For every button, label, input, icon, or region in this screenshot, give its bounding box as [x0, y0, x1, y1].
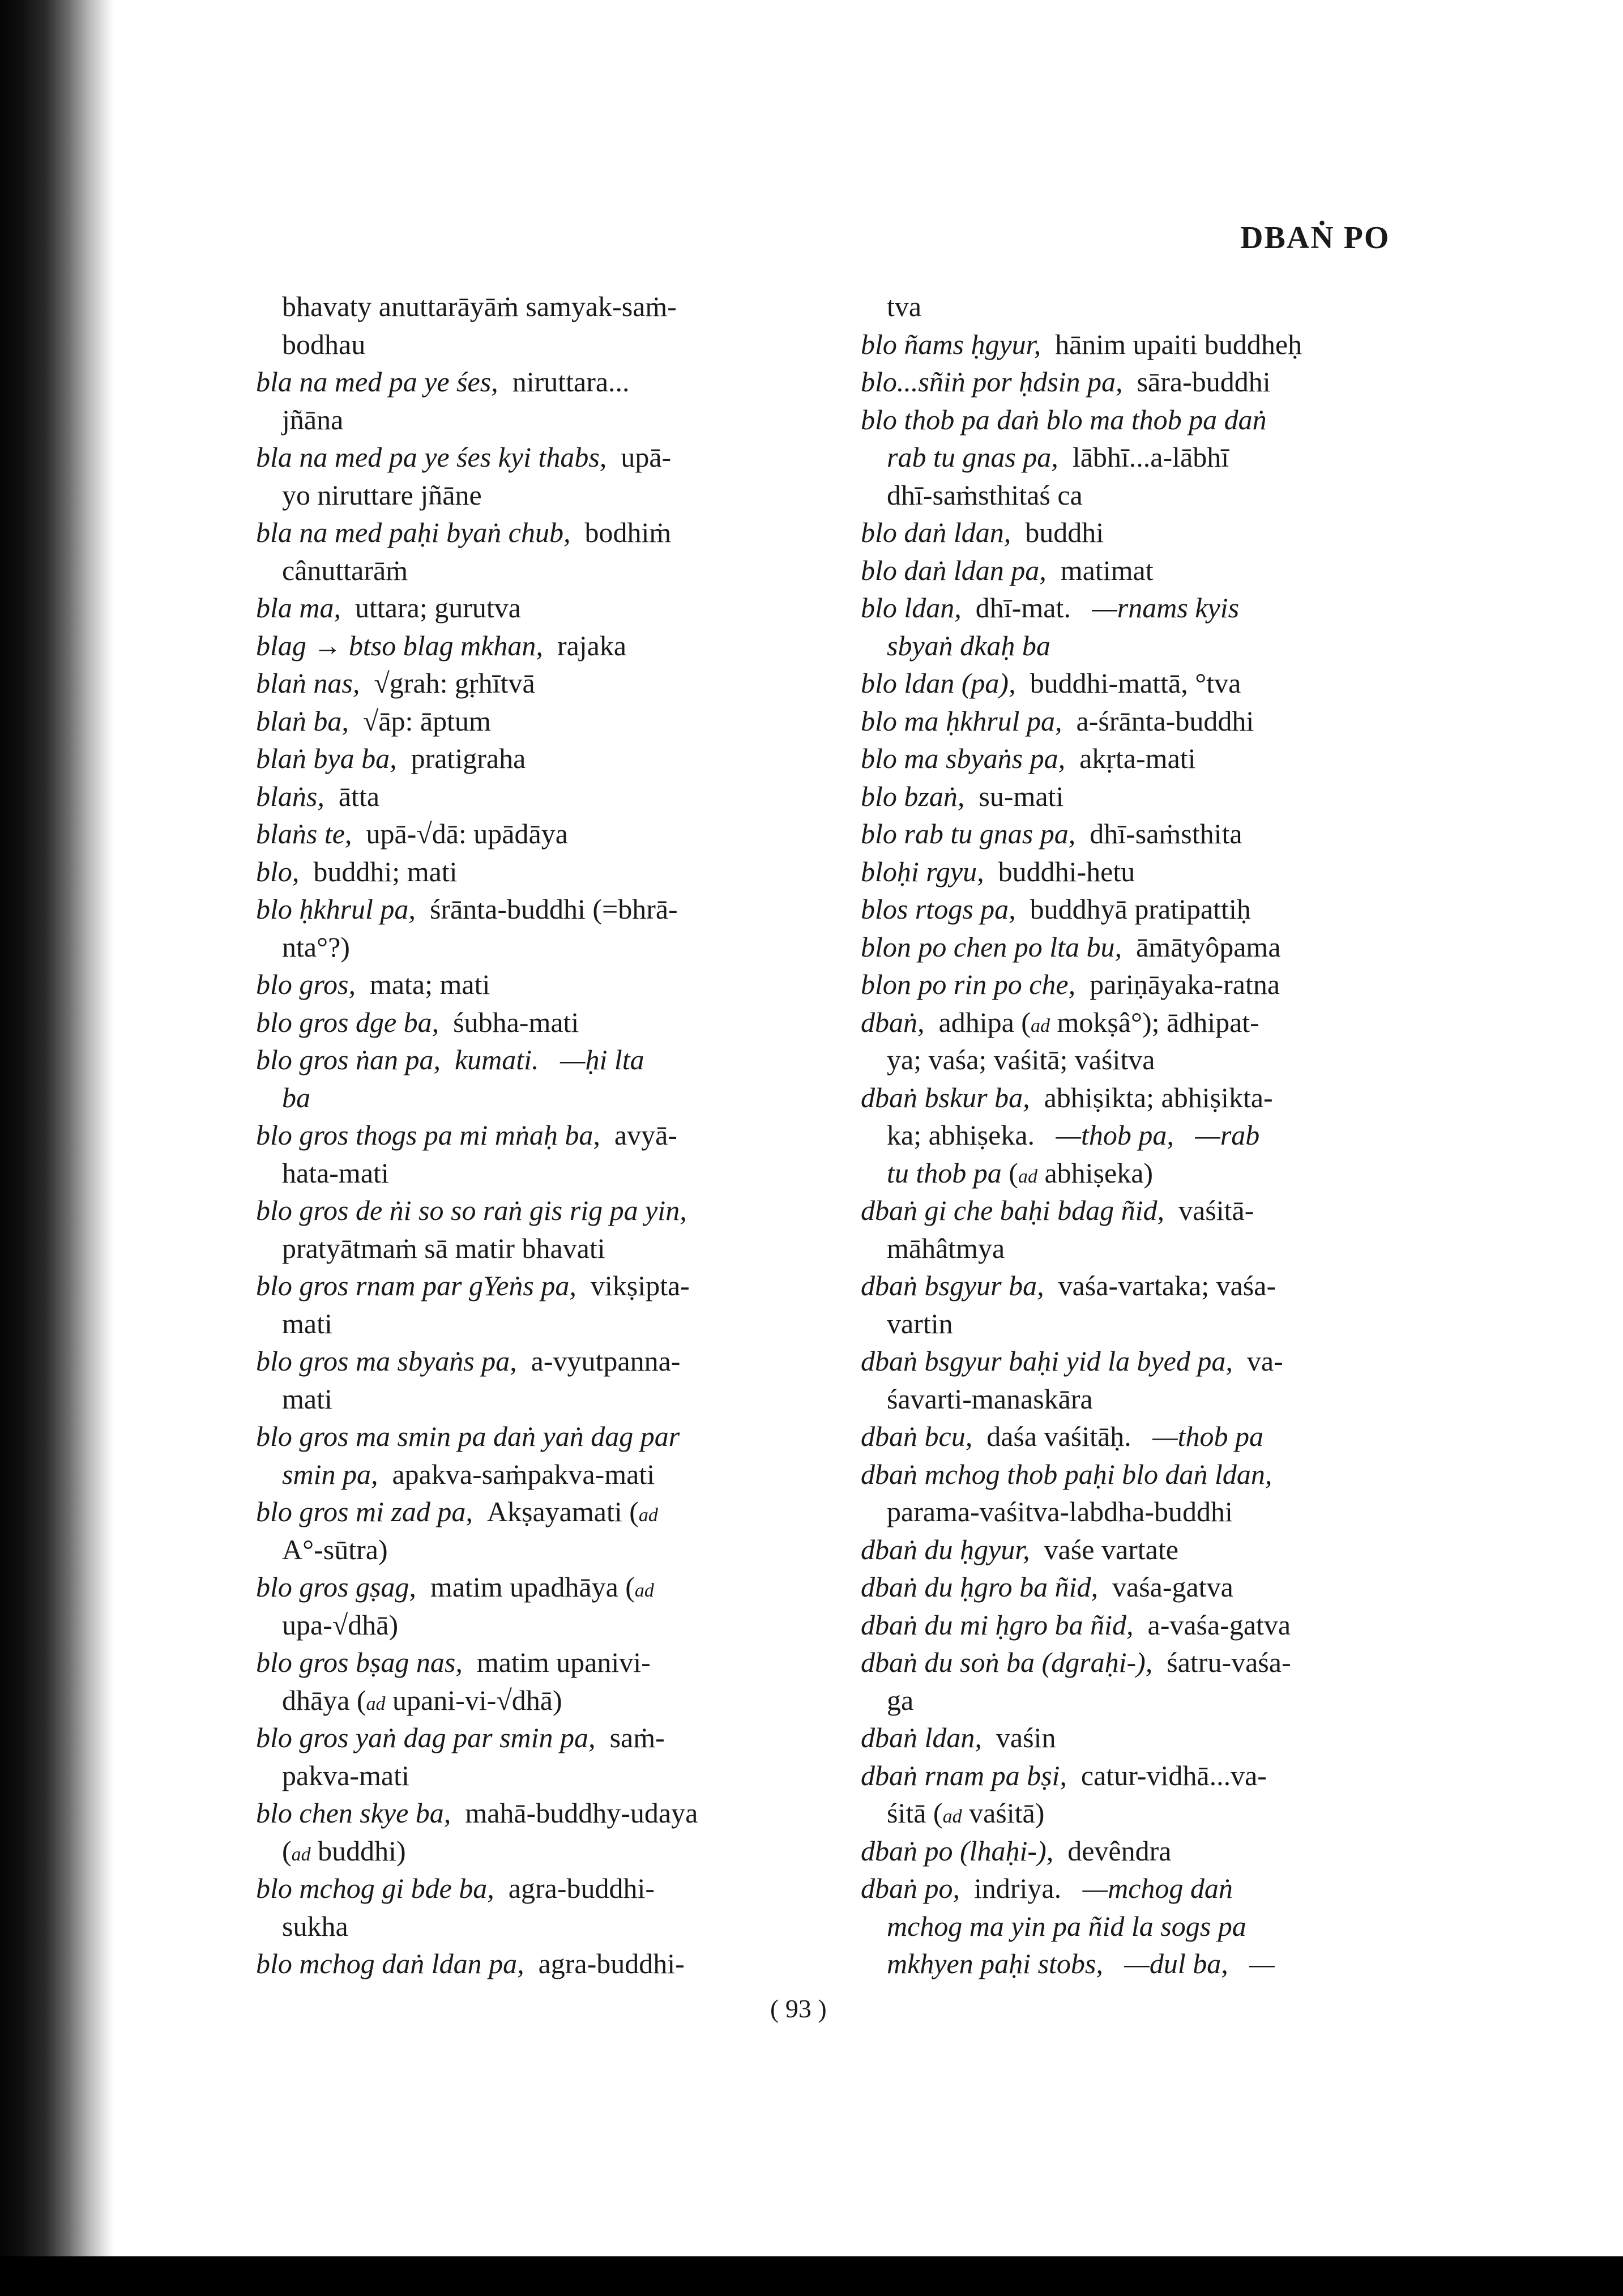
sanskrit-gloss: śrānta-buddhi (=bhrā-: [415, 893, 678, 925]
dictionary-line: [256, 1418, 800, 1456]
dictionary-line: [861, 1832, 1404, 1870]
sanskrit-gloss: √grah: gṛhītvā: [360, 667, 535, 699]
sanskrit-gloss: pariṇāyaka-ratna: [1075, 968, 1280, 1000]
sanskrit-gloss: niruttara...: [498, 366, 630, 398]
dictionary-line: [861, 363, 1404, 401]
dictionary-line: [256, 1907, 800, 1945]
dictionary-line: [861, 1493, 1404, 1531]
sanskrit-gloss: dhī-saṁsthitaś ca: [887, 479, 1083, 511]
dictionary-line: [861, 1794, 1404, 1832]
sanskrit-gloss: bodhau: [282, 328, 366, 360]
tibetan-term: dbaṅ po (lhaḥi-),: [861, 1834, 1054, 1867]
tibetan-term: —mchog daṅ: [1082, 1872, 1233, 1904]
dictionary-line: [256, 326, 800, 364]
tibetan-term: blo bzaṅ,: [861, 780, 965, 812]
dictionary-line: [256, 928, 800, 966]
dictionary-line: [861, 1870, 1404, 1907]
dictionary-line: [861, 928, 1404, 966]
dictionary-line: [861, 740, 1404, 778]
sanskrit-gloss: matim upanivi-: [462, 1646, 651, 1678]
sanskrit-gloss: daśa vaśitāḥ.: [972, 1420, 1153, 1452]
ad-abbreviation: ad: [942, 1806, 962, 1827]
tibetan-term: bla na med pa ye śes kyi thabs,: [256, 441, 607, 473]
sanskrit-gloss: māhâtmya: [887, 1232, 1005, 1264]
dictionary-line: [256, 1682, 800, 1719]
dictionary-line: [861, 552, 1404, 590]
dictionary-line: [256, 1719, 800, 1757]
tibetan-term: blo thob pa daṅ blo ma thob pa daṅ: [861, 403, 1267, 436]
dictionary-line: [861, 1644, 1404, 1682]
tibetan-term: blo gros rnam par gYeṅs pa,: [256, 1270, 576, 1301]
sanskrit-gloss: parama-vaśitva-labdha-buddhi: [887, 1496, 1233, 1527]
dictionary-line: [861, 476, 1404, 514]
ad-abbreviation: ad: [366, 1693, 386, 1714]
tibetan-term: blo rab tu gnas pa,: [861, 818, 1076, 850]
tibetan-term: sbyaṅ dkaḥ ba: [887, 629, 1050, 662]
dictionary-line: [256, 1192, 800, 1230]
dictionary-line: [256, 589, 800, 627]
tibetan-term: dbaṅ bsgyur ba,: [861, 1270, 1044, 1301]
dictionary-line: [256, 1154, 800, 1192]
dictionary-line: [861, 890, 1404, 928]
sanskrit-gloss: bodhiṁ: [570, 517, 672, 548]
tibetan-term: kumati. —ḥi lta: [440, 1044, 644, 1076]
ad-abbreviation: ad: [638, 1505, 658, 1526]
sanskrit-gloss: buddhyā pratipattiḥ: [1015, 893, 1251, 925]
sanskrit-gloss: śitā (: [887, 1797, 943, 1829]
tibetan-term: blo gros,: [256, 968, 356, 1000]
sanskrit-gloss: Akṣayamati (: [472, 1496, 639, 1527]
tibetan-term: blo gros thogs pa mi mṅaḥ ba,: [256, 1119, 600, 1151]
sanskrit-gloss: buddhi: [1011, 517, 1104, 548]
sanskrit-gloss: mati: [282, 1307, 332, 1339]
sanskrit-gloss: abhiṣikta; abhiṣikta-: [1030, 1081, 1273, 1113]
sanskrit-gloss: upani-vi-√dhā): [385, 1684, 562, 1716]
sanskrit-gloss: indriya.: [960, 1872, 1083, 1904]
tibetan-term: blaṅs,: [256, 780, 324, 812]
dictionary-line: [861, 778, 1404, 816]
tibetan-term: blo gros yaṅ dag par smin pa,: [256, 1722, 596, 1753]
sanskrit-gloss: bhavaty anuttarāyāṁ samyak-saṁ-: [282, 291, 677, 322]
tibetan-term: blo mchog daṅ ldan pa,: [256, 1948, 524, 1979]
sanskrit-gloss: adhipa (: [924, 1006, 1031, 1038]
sanskrit-gloss: avyā-: [600, 1119, 677, 1151]
tibetan-term: dbaṅ ldan,: [861, 1722, 982, 1753]
sanskrit-gloss: jñāna: [282, 403, 344, 436]
sanskrit-gloss: a-śrānta-buddhi: [1062, 705, 1254, 737]
page-number: ( 93 ): [770, 1994, 827, 2023]
dictionary-line: [256, 740, 800, 778]
dictionary-line: [861, 326, 1404, 364]
dictionary-line: [861, 1116, 1404, 1154]
dictionary-line: [861, 966, 1404, 1004]
sanskrit-gloss: A°-sūtra): [282, 1533, 388, 1565]
tibetan-term: mchog ma yin pa ñid la sogs pa: [887, 1910, 1246, 1942]
tibetan-term: —thob pa: [1152, 1420, 1264, 1452]
sanskrit-gloss: a-vyutpanna-: [516, 1345, 681, 1377]
sanskrit-gloss: mokṣâ°); ādhipat-: [1049, 1006, 1259, 1038]
sanskrit-gloss: mata; mati: [355, 968, 490, 1000]
dictionary-line: [256, 1794, 800, 1832]
sanskrit-gloss: uttara; gurutva: [341, 592, 521, 624]
tibetan-term: blo ḥkhrul pa,: [256, 893, 416, 925]
tibetan-term: tu thob pa: [887, 1156, 1002, 1189]
sanskrit-gloss: ātta: [324, 780, 380, 812]
sanskrit-gloss: ka; abhiṣeka.: [887, 1119, 1056, 1151]
sanskrit-gloss: vartin: [887, 1307, 953, 1339]
tibetan-term: blag → btso blag mkhan,: [256, 629, 543, 662]
sanskrit-gloss: abhiṣeka): [1037, 1156, 1154, 1189]
dictionary-line: [861, 438, 1404, 476]
sanskrit-gloss: hānim upaiti buddheḥ: [1041, 328, 1302, 360]
dictionary-line: [861, 1757, 1404, 1795]
tibetan-term: blo daṅ ldan,: [861, 517, 1011, 548]
dictionary-line: [861, 1041, 1404, 1079]
tibetan-term: blaṅ nas,: [256, 667, 360, 699]
tibetan-term: dbaṅ rnam pa bṣi,: [861, 1759, 1067, 1791]
dictionary-line: [861, 1682, 1404, 1719]
dictionary-line: [861, 702, 1404, 740]
dictionary-line: [256, 1342, 800, 1380]
dictionary-line: [256, 1305, 800, 1343]
dictionary-line: [861, 627, 1404, 665]
dictionary-line: [861, 1456, 1404, 1493]
sanskrit-gloss: vaśe vartate: [1030, 1533, 1178, 1565]
sanskrit-gloss: yo niruttare jñāne: [282, 479, 482, 511]
dictionary-line: [861, 1154, 1404, 1192]
tibetan-term: dbaṅ po,: [861, 1872, 960, 1904]
dictionary-line: [861, 514, 1404, 552]
dictionary-line: [256, 1606, 800, 1644]
sanskrit-gloss: vikṣipta-: [576, 1270, 690, 1301]
dictionary-line: [256, 1267, 800, 1305]
dictionary-line: [256, 401, 800, 439]
tibetan-term: blon po rin po che,: [861, 968, 1076, 1000]
dictionary-line: [256, 1870, 800, 1907]
tibetan-term: blo mchog gi bde ba,: [256, 1872, 494, 1904]
tibetan-term: blo gros gṣag,: [256, 1571, 416, 1603]
tibetan-term: dbaṅ mchog thob paḥi blo daṅ ldan,: [861, 1458, 1272, 1490]
tibetan-term: dbaṅ bsgyur baḥi yid la byed pa,: [861, 1345, 1233, 1377]
sanskrit-gloss: upā-√dā: upādāya: [352, 818, 568, 850]
sanskrit-gloss: matimat: [1046, 554, 1154, 586]
dictionary-line: [256, 1116, 800, 1154]
tibetan-term: blo gros ma smin pa daṅ yaṅ dag par: [256, 1420, 680, 1452]
tibetan-term: blo ma sbyaṅs pa,: [861, 742, 1066, 774]
tibetan-term: mkhyen paḥi stobs, —dul ba, —: [887, 1948, 1275, 1979]
sanskrit-gloss: vaśitā): [962, 1797, 1045, 1829]
tibetan-term: dbaṅ du ḥgro ba ñid,: [861, 1571, 1098, 1603]
sanskrit-gloss: buddhi): [310, 1834, 406, 1867]
tibetan-term: blo ldan (pa),: [861, 667, 1016, 699]
dictionary-line: [256, 1380, 800, 1418]
dictionary-line: [256, 1945, 800, 1983]
dictionary-line: [861, 1945, 1404, 1983]
tibetan-term: —rnams kyis: [1092, 592, 1240, 624]
sanskrit-gloss: pratigraha: [396, 742, 526, 774]
sanskrit-gloss: akṛta-mati: [1065, 742, 1196, 774]
tibetan-term: dbaṅ gi che baḥi bdag ñid,: [861, 1194, 1165, 1226]
dictionary-line: [861, 1192, 1404, 1230]
sanskrit-gloss: buddhi-mattā, °tva: [1015, 667, 1241, 699]
tibetan-term: blo gros mi zad pa,: [256, 1496, 473, 1527]
dictionary-line: [256, 1041, 800, 1079]
sanskrit-gloss: a-vaśa-gatva: [1133, 1608, 1291, 1641]
sanskrit-gloss: vaśa-vartaka; vaśa-: [1044, 1270, 1276, 1301]
sanskrit-gloss: ga: [887, 1684, 914, 1716]
dictionary-line: [861, 401, 1404, 439]
dictionary-line: [861, 1380, 1404, 1418]
tibetan-term: blo ma ḥkhrul pa,: [861, 705, 1062, 737]
sanskrit-gloss: tva: [887, 291, 922, 322]
dictionary-line: [256, 664, 800, 702]
dictionary-line: [861, 1230, 1404, 1268]
dictionary-line: [256, 1531, 800, 1569]
dictionary-line: [256, 476, 800, 514]
dictionary-line: [256, 1004, 800, 1042]
dictionary-line: [256, 1230, 800, 1268]
dictionary-line: [861, 815, 1404, 853]
tibetan-term: —thob pa, —rab: [1056, 1119, 1260, 1151]
sanskrit-gloss: catur-vidhā...va-: [1066, 1759, 1267, 1791]
dictionary-line: [256, 438, 800, 476]
sanskrit-gloss: saṁ-: [595, 1722, 665, 1753]
sanskrit-gloss: vaśin: [981, 1722, 1056, 1753]
dictionary-line: [861, 589, 1404, 627]
sanskrit-gloss: nta°?): [282, 931, 350, 963]
tibetan-term: blo chen skye ba,: [256, 1797, 451, 1829]
dictionary-line: [861, 1568, 1404, 1606]
sanskrit-gloss: rajaka: [543, 629, 627, 662]
tibetan-term: blaṅ ba,: [256, 705, 349, 737]
sanskrit-gloss: agra-buddhi-: [494, 1872, 655, 1904]
sanskrit-gloss: śatru-vaśa-: [1152, 1646, 1291, 1678]
sanskrit-gloss: āmātyôpama: [1122, 931, 1281, 963]
sanskrit-gloss: hata-mati: [282, 1156, 389, 1189]
dictionary-line: [256, 363, 800, 401]
tibetan-term: blo gros bṣag nas,: [256, 1646, 463, 1678]
sanskrit-gloss: lābhī...a-lābhī: [1058, 441, 1229, 473]
right-column: [861, 288, 1404, 1983]
tibetan-term: blaṅ bya ba,: [256, 742, 397, 774]
sanskrit-gloss: pakva-mati: [282, 1759, 409, 1791]
dictionary-line: [256, 1757, 800, 1795]
sanskrit-gloss: vaśa-gatva: [1098, 1571, 1233, 1603]
tibetan-term: blos rtogs pa,: [861, 893, 1016, 925]
dictionary-line: [861, 1267, 1404, 1305]
tibetan-term: blon po chen po lta bu,: [861, 931, 1122, 963]
sanskrit-gloss: (: [282, 1834, 292, 1867]
tibetan-term: blo,: [256, 855, 300, 887]
dictionary-line: [861, 1004, 1404, 1042]
ad-abbreviation: ad: [1018, 1166, 1037, 1187]
dictionary-line: [861, 1079, 1404, 1117]
sanskrit-gloss: śubha-mati: [439, 1006, 579, 1038]
sanskrit-gloss: sukha: [282, 1910, 348, 1942]
sanskrit-gloss: ya; vaśa; vaśitā; vaśitva: [887, 1044, 1155, 1076]
sanskrit-gloss: śavarti-manaskāra: [887, 1382, 1093, 1415]
tibetan-term: ba: [282, 1081, 310, 1113]
tibetan-term: blo gros de ṅi so so raṅ gis rig pa yin,: [256, 1194, 687, 1226]
sanskrit-gloss: sāra-buddhi: [1122, 366, 1271, 398]
tibetan-term: blo ñams ḥgyur,: [861, 328, 1041, 360]
dictionary-line: [861, 288, 1404, 326]
dictionary-line: [861, 1531, 1404, 1569]
dictionary-line: [861, 664, 1404, 702]
tibetan-term: dbaṅ bcu,: [861, 1420, 973, 1452]
dictionary-line: [256, 288, 800, 326]
sanskrit-gloss: devêndra: [1053, 1834, 1172, 1867]
tibetan-term: blo daṅ ldan pa,: [861, 554, 1047, 586]
dictionary-line: [256, 1644, 800, 1682]
dictionary-line: [256, 815, 800, 853]
sanskrit-gloss: su-mati: [964, 780, 1064, 812]
tibetan-term: smin pa,: [282, 1458, 378, 1490]
tibetan-term: blo ldan,: [861, 592, 962, 624]
tibetan-term: dbaṅ,: [861, 1006, 925, 1038]
dictionary-line: [256, 552, 800, 590]
running-head: DBAṄ PO: [1240, 220, 1390, 255]
sanskrit-gloss: buddhi; mati: [299, 855, 458, 887]
sanskrit-gloss: upa-√dhā): [282, 1608, 399, 1641]
dictionary-line: [861, 1342, 1404, 1380]
dictionary-line: [861, 1606, 1404, 1644]
dictionary-line: [256, 1568, 800, 1606]
dictionary-line: [861, 1719, 1404, 1757]
sanskrit-gloss: matim upadhāya (: [416, 1571, 635, 1603]
dictionary-line: [256, 627, 800, 665]
tibetan-term: blo gros ma sbyaṅs pa,: [256, 1345, 517, 1377]
sanskrit-gloss: mahā-buddhy-udaya: [451, 1797, 698, 1829]
tibetan-term: bloḥi rgyu,: [861, 855, 984, 887]
dictionary-line: [256, 1079, 800, 1117]
sanskrit-gloss: apakva-saṁpakva-mati: [378, 1458, 655, 1490]
dictionary-line: [861, 1305, 1404, 1343]
ad-abbreviation: ad: [634, 1580, 654, 1601]
sanskrit-gloss: cânuttarāṁ: [282, 554, 408, 586]
dictionary-line: [256, 778, 800, 816]
sanskrit-gloss: (: [1001, 1156, 1018, 1189]
tibetan-term: blo gros ṅan pa,: [256, 1044, 441, 1076]
dictionary-line: [256, 1493, 800, 1531]
dictionary-line: [861, 853, 1404, 891]
ad-abbreviation: ad: [1030, 1015, 1050, 1036]
tibetan-term: blo...sñiṅ por ḥdsin pa,: [861, 366, 1123, 398]
sanskrit-gloss: dhāya (: [282, 1684, 366, 1716]
tibetan-term: rab tu gnas pa,: [887, 441, 1058, 473]
sanskrit-gloss: dhī-mat.: [961, 592, 1092, 624]
sanskrit-gloss: buddhi-hetu: [984, 855, 1135, 887]
sanskrit-gloss: vaśitā-: [1164, 1194, 1254, 1226]
book-binding-shadow: [0, 0, 113, 2296]
dictionary-line: [256, 1832, 800, 1870]
left-column: [256, 288, 800, 1983]
scan-bottom-edge: [0, 2256, 1623, 2296]
dictionary-line: [256, 966, 800, 1004]
tibetan-term: blo gros dge ba,: [256, 1006, 439, 1038]
dictionary-line: [256, 514, 800, 552]
dictionary-line: [861, 1907, 1404, 1945]
tibetan-term: dbaṅ bskur ba,: [861, 1081, 1030, 1113]
sanskrit-gloss: va-: [1232, 1345, 1283, 1377]
dictionary-line: [256, 1456, 800, 1493]
sanskrit-gloss: upā-: [607, 441, 672, 473]
tibetan-term: blaṅs te,: [256, 818, 352, 850]
ad-abbreviation: ad: [291, 1843, 311, 1865]
tibetan-term: dbaṅ du mi ḥgro ba ñid,: [861, 1608, 1134, 1641]
dictionary-line: [256, 890, 800, 928]
tibetan-term: bla ma,: [256, 592, 341, 624]
dictionary-line: [256, 702, 800, 740]
sanskrit-gloss: √āp: āptum: [348, 705, 491, 737]
sanskrit-gloss: agra-buddhi-: [524, 1948, 685, 1979]
tibetan-term: dbaṅ du ḥgyur,: [861, 1533, 1030, 1565]
sanskrit-gloss: pratyātmaṁ sā matir bhavati: [282, 1232, 605, 1264]
dictionary-line: [861, 1418, 1404, 1456]
tibetan-term: bla na med pa ye śes,: [256, 366, 498, 398]
dictionary-line: [256, 853, 800, 891]
sanskrit-gloss: dhī-saṁsthita: [1075, 818, 1242, 850]
tibetan-term: bla na med paḥi byaṅ chub,: [256, 517, 571, 548]
tibetan-term: dbaṅ du soṅ ba (dgraḥi-),: [861, 1646, 1153, 1678]
sanskrit-gloss: mati: [282, 1382, 332, 1415]
